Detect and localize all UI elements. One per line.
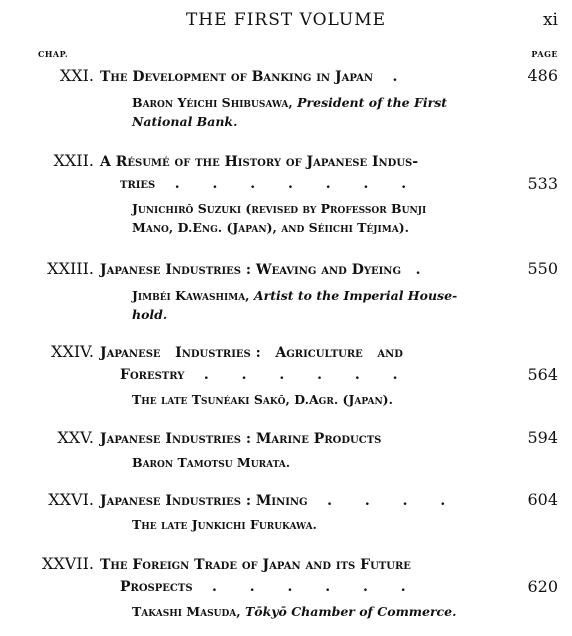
chapter-title: Japanese Industries : Mining . . . . bbox=[100, 493, 460, 509]
page-column-label: PAGE bbox=[531, 49, 558, 59]
chapter-author: Baron Tamotsu Murata. bbox=[132, 455, 291, 470]
chapter-number: XXV. bbox=[57, 428, 94, 447]
page-numeral: xi bbox=[542, 10, 558, 30]
chapter-title: Japanese Industries : Weaving and Dyeing . bbox=[100, 262, 435, 278]
chapter-title: The Development of Banking in Japan . bbox=[100, 69, 412, 85]
chapter-author: The late Tsunéaki Sakō, D.Agr. (Japan). bbox=[132, 392, 393, 407]
chapter-number: XXI. bbox=[59, 66, 94, 85]
page-number: 564 bbox=[527, 365, 558, 384]
page-number: 604 bbox=[527, 490, 558, 509]
chapter-number: XXIII. bbox=[47, 259, 94, 278]
page-number: 620 bbox=[527, 577, 558, 596]
chapter-number: XXVII. bbox=[41, 554, 94, 573]
chapter-author: Baron Yéichi Shibusawa, President of the First National Bank. bbox=[132, 95, 448, 129]
page-number: 594 bbox=[527, 428, 558, 447]
chap-column-label: CHAP. bbox=[38, 49, 69, 59]
chapter-author: Takashi Masuda, Tōkyō Chamber of Commerce. bbox=[132, 604, 457, 619]
chapter-author: Jimbéi Kawashima, Artist to the Imperial House- hold. bbox=[132, 288, 458, 322]
page-number: 486 bbox=[527, 66, 558, 85]
chapter-number: XXII. bbox=[53, 151, 94, 170]
chapter-author: The late Junkichi Furukawa. bbox=[132, 517, 317, 532]
chapter-number: XXIV. bbox=[51, 342, 94, 361]
chapter-author: Junichirō Suzuki (revised by Professor Bunji Mano, D.Eng. (Japan), and Séiichi Téjima). bbox=[132, 201, 427, 235]
chapter-title: A Résumé of the History of Japanese Indus- tries . . . . . . . bbox=[100, 154, 421, 192]
page-title: THE FIRST VOLUME bbox=[185, 10, 387, 30]
chapter-title: Japanese Industries : Agriculture and Forestry . . . . . . bbox=[100, 345, 412, 383]
chapter-title: The Foreign Trade of Japan and its Future Prospects . . . . . . bbox=[100, 557, 420, 595]
page-number: 550 bbox=[527, 259, 558, 278]
chapter-title: Japanese Industries : Marine Products bbox=[100, 431, 382, 447]
chapter-number: XXVI. bbox=[48, 490, 94, 509]
page-number: 533 bbox=[527, 174, 558, 193]
